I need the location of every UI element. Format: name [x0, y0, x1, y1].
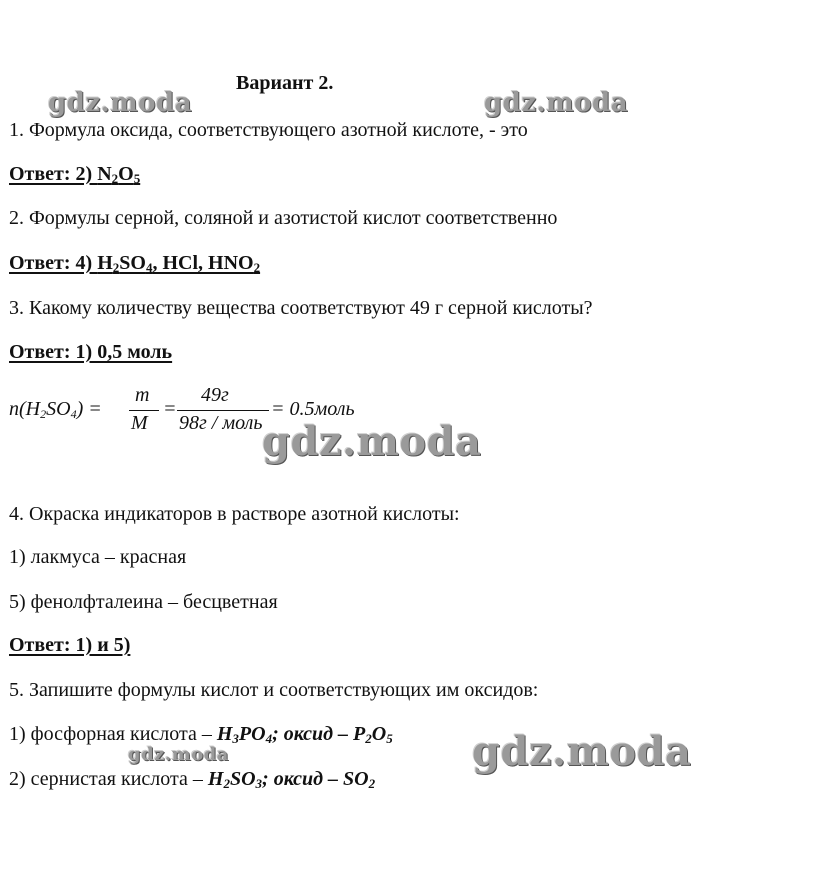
question-5-item-2: 2) сернистая кислота – $H_2SO_3$; оксид – $SO_2$ [9, 768, 376, 791]
equation-lhs: $n(H_2SO_4)$ = [9, 398, 102, 421]
fraction-1-denominator: M [131, 412, 148, 434]
question-4-item-1: 1) лакмуса – красная [9, 546, 187, 568]
answer-2: Ответ: 4) $H_2SO_4$, HCl, $HNO_2$ [9, 252, 261, 275]
question-3: 3. Какому количеству вещества соответствуют 49 г серной кислоты? [9, 297, 593, 319]
question-5: 5. Запишите формулы кислот и соответствующих им оксидов: [9, 679, 539, 701]
fraction-2-bar [177, 410, 269, 411]
fraction-2-denominator: 98г / моль [179, 412, 263, 434]
question-4-item-2: 5) фенолфталеина – бесцветная [9, 591, 278, 613]
watermark-bottom-small: gdz.moda [128, 744, 229, 765]
fraction-1-bar [129, 410, 159, 411]
equals-sign: = [163, 398, 177, 420]
watermark-middle: gdz.moda [262, 418, 482, 465]
page-title: Вариант 2. [236, 72, 334, 94]
fraction-1-numerator: m [135, 384, 150, 406]
question-4: 4. Окраска индикаторов в растворе азотной кислоты: [9, 503, 460, 525]
watermark-top-right: gdz.moda [484, 88, 629, 118]
equation-result: = 0.5моль [271, 398, 355, 420]
fraction-2-numerator: 49г [201, 384, 229, 406]
watermark-bottom-right: gdz.moda [472, 728, 692, 775]
watermark-top-left: gdz.moda [48, 88, 193, 118]
molar-equation [9, 382, 369, 438]
question-1: 1. Формула оксида, соответствующего азотной кислоте, - это [9, 119, 528, 141]
question-2: 2. Формулы серной, соляной и азотистой кислот соответственно [9, 207, 558, 229]
answer-3: Ответ: 1) 0,5 моль [9, 341, 173, 363]
answer-1: Ответ: 2) $N_2O_5$ [9, 163, 141, 186]
answer-4: Ответ: 1) и 5) [9, 634, 131, 656]
question-5-item-1: 1) фосфорная кислота – $H_3PO_4$; оксид – $P_2O_5$ [9, 723, 393, 746]
